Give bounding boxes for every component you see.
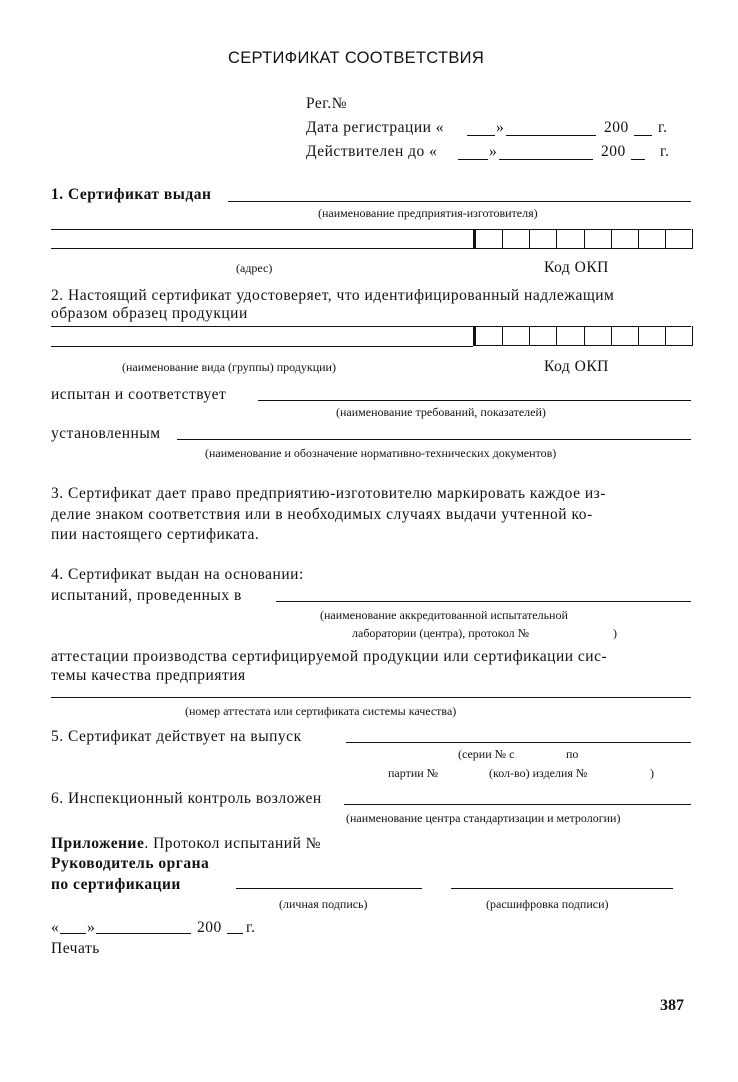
okp-code-boxes-1 [473, 229, 693, 249]
page-number: 387 [660, 997, 684, 1014]
series-caption: (серии № с [458, 747, 515, 761]
requirements-caption: (наименование требований, показателей) [336, 405, 546, 419]
valid-day-line [458, 159, 488, 160]
docs-line [177, 439, 691, 440]
okp-code-boxes-2 [473, 326, 693, 346]
date-year-line [227, 933, 243, 934]
valid-year-line [631, 159, 645, 160]
tested-label: испытан и соответствует [51, 386, 227, 403]
batch-caption: партии № [388, 766, 439, 780]
appendix [51, 836, 321, 852]
address-caption: (адрес) [236, 261, 273, 275]
date-month-line [96, 933, 191, 934]
docs-caption: (наименование и обозначение нормативно-технических документов) [205, 446, 557, 460]
valid-year: 200 [601, 143, 626, 160]
date-day-line [60, 933, 86, 934]
release-line [346, 742, 691, 743]
product-line [51, 346, 473, 347]
requirements-line [258, 400, 691, 401]
product-caption: (наименование вида (группы) продукции) [122, 360, 336, 374]
appendix-bold: Приложение [51, 835, 145, 852]
address-line [51, 248, 473, 249]
inspection-line [344, 804, 691, 805]
page-title: СЕРТИФИКАТ СООТВЕТСТВИЯ [228, 49, 485, 67]
reg-date-month-line [506, 135, 596, 136]
date-year: 200 [197, 919, 222, 936]
section1-label: 1. Сертификат выдан [51, 186, 212, 203]
series-po-caption: по [566, 747, 579, 761]
section3-line3: пии настоящего сертификата. [51, 526, 260, 543]
valid-until-label: Действителен до « [306, 143, 438, 160]
lab-caption-2-end: ) [613, 626, 617, 640]
reg-date-year-line [634, 135, 652, 136]
date-mid: » [87, 919, 96, 936]
reg-date-label: Дата регистрации « [306, 119, 445, 136]
lab-caption-1: (наименование аккредитованной испытательной [320, 608, 568, 622]
section2-line1: 2. Настоящий сертификат удостоверяет, что идентифицированный надлежащим [51, 287, 615, 304]
enterprise-line [228, 201, 691, 202]
stamp-label: Печать [51, 940, 100, 957]
reg-date-day-line [467, 135, 495, 136]
established-label: установленным [51, 425, 161, 442]
quality-cert-line [51, 697, 691, 698]
section6-label: 6. Инспекционный контроль возложен [51, 790, 322, 807]
reg-date-mid: » [496, 119, 505, 136]
section3-line2: делие знаком соответствия или в необходимых случаях выдачи учтенной ко- [51, 506, 593, 523]
appendix-rest: . Протокол испытаний № [144, 835, 322, 852]
valid-month-line [499, 159, 593, 160]
okp-label-2: Код ОКП [544, 358, 609, 375]
section5-label: 5. Сертификат действует на выпуск [51, 728, 302, 745]
section4-line1: 4. Сертификат выдан на основании: [51, 566, 304, 583]
reg-date-year: 200 [604, 119, 629, 136]
valid-mid: » [489, 143, 498, 160]
reg-number-label: Рег.№ [306, 95, 348, 112]
okp-label-1: Код ОКП [544, 259, 609, 276]
qty-caption: (кол-во) изделия № [489, 766, 588, 780]
lab-caption-2: лаборатории (центра), протокол № [352, 626, 530, 640]
lab-line [276, 601, 691, 602]
date-g: г. [246, 919, 256, 936]
date-open: « [51, 919, 60, 936]
signature-decode-caption: (расшифровка подписи) [486, 897, 609, 911]
enterprise-caption: (наименование предприятия-изготовителя) [318, 206, 538, 220]
signature-decode-line [451, 888, 673, 889]
inspection-caption: (наименование центра стандартизации и метрологии) [346, 811, 621, 825]
signature-line [236, 888, 422, 889]
section2-line2: образом образец продукции [51, 305, 248, 322]
head-of-body-line2: по сертификации [51, 876, 181, 893]
qty-caption-end: ) [650, 766, 654, 780]
quality-cert-caption: (номер аттестата или сертификата системы качества) [185, 704, 457, 718]
section3-line1: 3. Сертификат дает право предприятию-изготовителю маркировать каждое из- [51, 485, 606, 502]
section4-line3: аттестации производства сертифицируемой продукции или сертификации сис- [51, 648, 608, 665]
reg-date-g: г. [658, 119, 668, 136]
head-of-body-line1: Руководитель органа [51, 855, 210, 872]
section4-line2: испытаний, проведенных в [51, 587, 242, 604]
signature-caption: (личная подпись) [279, 897, 368, 911]
section4-line4: темы качества предприятия [51, 667, 246, 684]
valid-g: г. [660, 143, 670, 160]
